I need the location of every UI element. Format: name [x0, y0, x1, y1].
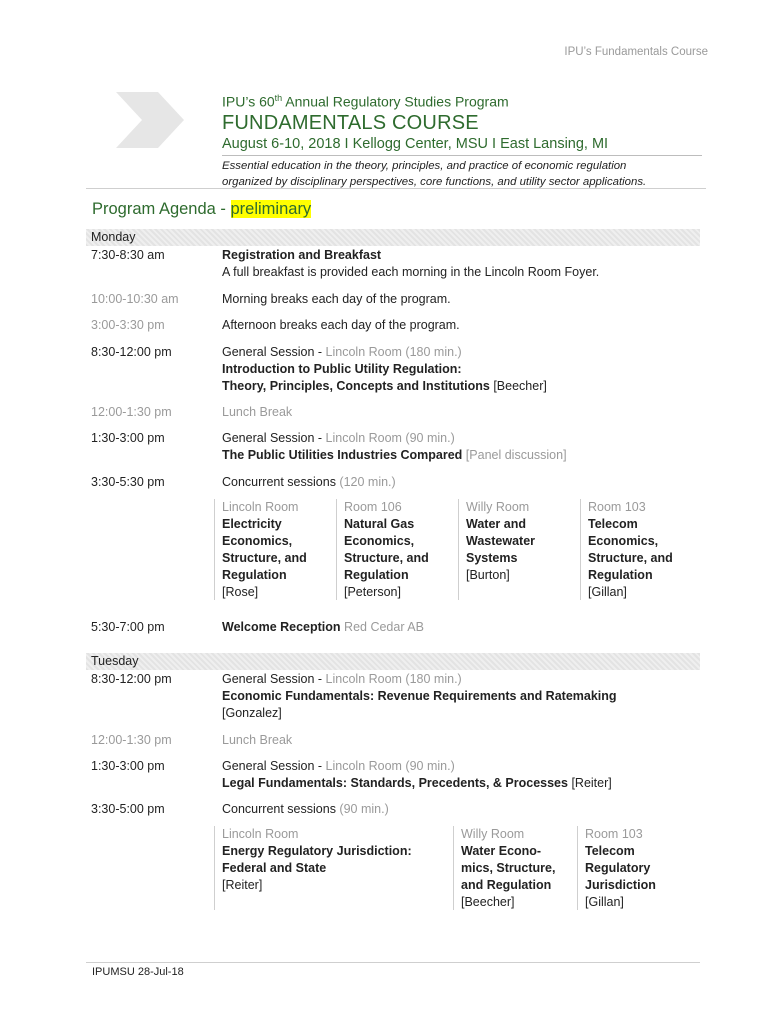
session-duration: (120 min.)	[339, 475, 396, 489]
session-title: mics, Structure,	[461, 861, 556, 875]
footer-divider	[86, 962, 700, 963]
session-time: 12:00-1:30 pm	[91, 405, 172, 419]
agenda-title: Program Agenda - preliminary	[92, 200, 312, 218]
course-title: FUNDAMENTALS COURSE	[222, 111, 479, 134]
session-title: Natural Gas	[344, 517, 415, 531]
session-note: [Panel discussion]	[462, 448, 567, 462]
session-title: Structure, and	[344, 551, 429, 565]
session-description: Afternoon breaks each day of the program.	[222, 318, 460, 332]
session-title: Economic Fundamentals: Revenue Requirements and Ratemaking	[222, 689, 617, 703]
session-duration: (90 min.)	[339, 802, 389, 816]
session-title: Economics,	[588, 534, 659, 548]
session-title: Jurisdiction	[585, 878, 656, 892]
session-room: Lincoln Room	[222, 827, 299, 841]
session-type: General Session -	[222, 759, 326, 773]
session-title: Telecom	[585, 844, 635, 858]
session-title: Energy Regulatory Jurisdiction:	[222, 844, 412, 858]
session-time: 7:30-8:30 am	[91, 248, 165, 262]
session-title: Water Econo-	[461, 844, 542, 858]
session-time: 5:30-7:00 pm	[91, 620, 165, 634]
session-time: 1:30-3:00 pm	[91, 431, 165, 445]
session-speaker: [Reiter]	[222, 878, 263, 892]
session-time: 3:30-5:00 pm	[91, 802, 165, 816]
concurrent-session	[214, 499, 336, 600]
session-title: Telecom	[588, 517, 638, 531]
running-head: IPU’s Fundamentals Course	[564, 46, 708, 58]
session-speaker: [Reiter]	[567, 776, 612, 790]
session-title: Wastewater	[466, 534, 536, 548]
session-room: Willy Room	[466, 500, 530, 514]
course-description: Essential education in the theory, principles, and practice of economic regulation organized by disciplinary perspectives, core functions, and utility sector applications.	[222, 159, 647, 188]
day-label: Tuesday	[91, 654, 139, 668]
session-title: Structure, and	[222, 551, 307, 565]
session-type: Concurrent sessions	[222, 802, 340, 816]
session-time: 8:30-12:00 pm	[91, 345, 172, 359]
session-title: and Regulation	[461, 878, 552, 892]
concurrent-session	[580, 499, 702, 600]
session-title: Registration and Breakfast	[222, 248, 382, 262]
session-description: A full breakfast is provided each morning in the Lincoln Room Foyer.	[222, 265, 600, 279]
session-title: Regulation	[222, 568, 287, 582]
session-type: General Session -	[222, 431, 326, 445]
session-type: General Session -	[222, 672, 326, 686]
day-bar-monday	[86, 229, 700, 246]
session-room: Room 106	[344, 500, 402, 514]
session-speaker: [Gonzalez]	[222, 706, 282, 720]
session-time: 10:00-10:30 am	[91, 292, 179, 306]
session-time: 3:00-3:30 pm	[91, 318, 165, 332]
preliminary-highlight: preliminary	[230, 200, 312, 218]
session-room: Willy Room	[461, 827, 525, 841]
session-speaker: [Burton]	[466, 568, 510, 582]
session-type: General Session -	[222, 345, 326, 359]
session-title: Legal Fundamentals: Standards, Precedents, & Processes	[222, 776, 568, 790]
session-room: Lincoln Room (90 min.)	[325, 431, 455, 445]
session-title: Regulation	[588, 568, 653, 582]
program-name: IPU’s 60th Annual Regulatory Studies Program	[222, 93, 509, 110]
session-speaker: [Beecher]	[461, 895, 515, 909]
session-room: Room 103	[588, 500, 646, 514]
document-header	[222, 93, 702, 190]
concurrent-session	[577, 826, 699, 910]
session-title: Structure, and	[588, 551, 673, 565]
session-room: Lincoln Room (180 min.)	[325, 345, 462, 359]
session-speaker: [Peterson]	[344, 585, 401, 599]
session-speaker: [Beecher]	[489, 379, 547, 393]
session-title: The Public Utilities Industries Compared	[222, 448, 463, 462]
course-dates-location: August 6-10, 2018 I Kellogg Center, MSU I East Lansing, MI	[222, 136, 702, 156]
header-divider	[86, 188, 706, 189]
session-time: 8:30-12:00 pm	[91, 672, 172, 686]
session-title: Economics,	[222, 534, 293, 548]
session-title: Federal and State	[222, 861, 327, 875]
session-room: Red Cedar AB	[340, 620, 424, 634]
session-title: Economics,	[344, 534, 415, 548]
session-title: Introduction to Public Utility Regulation:	[222, 362, 462, 376]
session-title: Welcome Reception	[222, 620, 341, 634]
session-title: Water and	[466, 517, 526, 531]
session-title: Electricity	[222, 517, 282, 531]
footer-text: IPUMSU 28-Jul-18	[92, 966, 184, 978]
session-title: Systems	[466, 551, 518, 565]
concurrent-session	[336, 499, 458, 600]
session-speaker: [Gillan]	[588, 585, 627, 599]
concurrent-session	[214, 826, 452, 910]
day-label: Monday	[91, 230, 136, 244]
day-bar-tuesday	[86, 653, 700, 670]
session-title: Regulatory	[585, 861, 651, 875]
session-room: Lincoln Room (90 min.)	[325, 759, 455, 773]
session-time: 3:30-5:30 pm	[91, 475, 165, 489]
session-room: Room 103	[585, 827, 643, 841]
session-title: Regulation	[344, 568, 409, 582]
session-description: Lunch Break	[222, 405, 293, 419]
session-speaker: [Gillan]	[585, 895, 624, 909]
session-room: Lincoln Room	[222, 500, 299, 514]
session-title: Theory, Principles, Concepts and Institutions	[222, 379, 490, 393]
session-description: Morning breaks each day of the program.	[222, 292, 451, 306]
session-time: 1:30-3:00 pm	[91, 759, 165, 773]
concurrent-session	[453, 826, 575, 910]
session-room: Lincoln Room (180 min.)	[325, 672, 462, 686]
session-speaker: [Rose]	[222, 585, 259, 599]
chevron-logo-icon	[116, 92, 184, 148]
session-time: 12:00-1:30 pm	[91, 733, 172, 747]
concurrent-session	[458, 499, 580, 600]
session-type: Concurrent sessions	[222, 475, 340, 489]
session-description: Lunch Break	[222, 733, 293, 747]
